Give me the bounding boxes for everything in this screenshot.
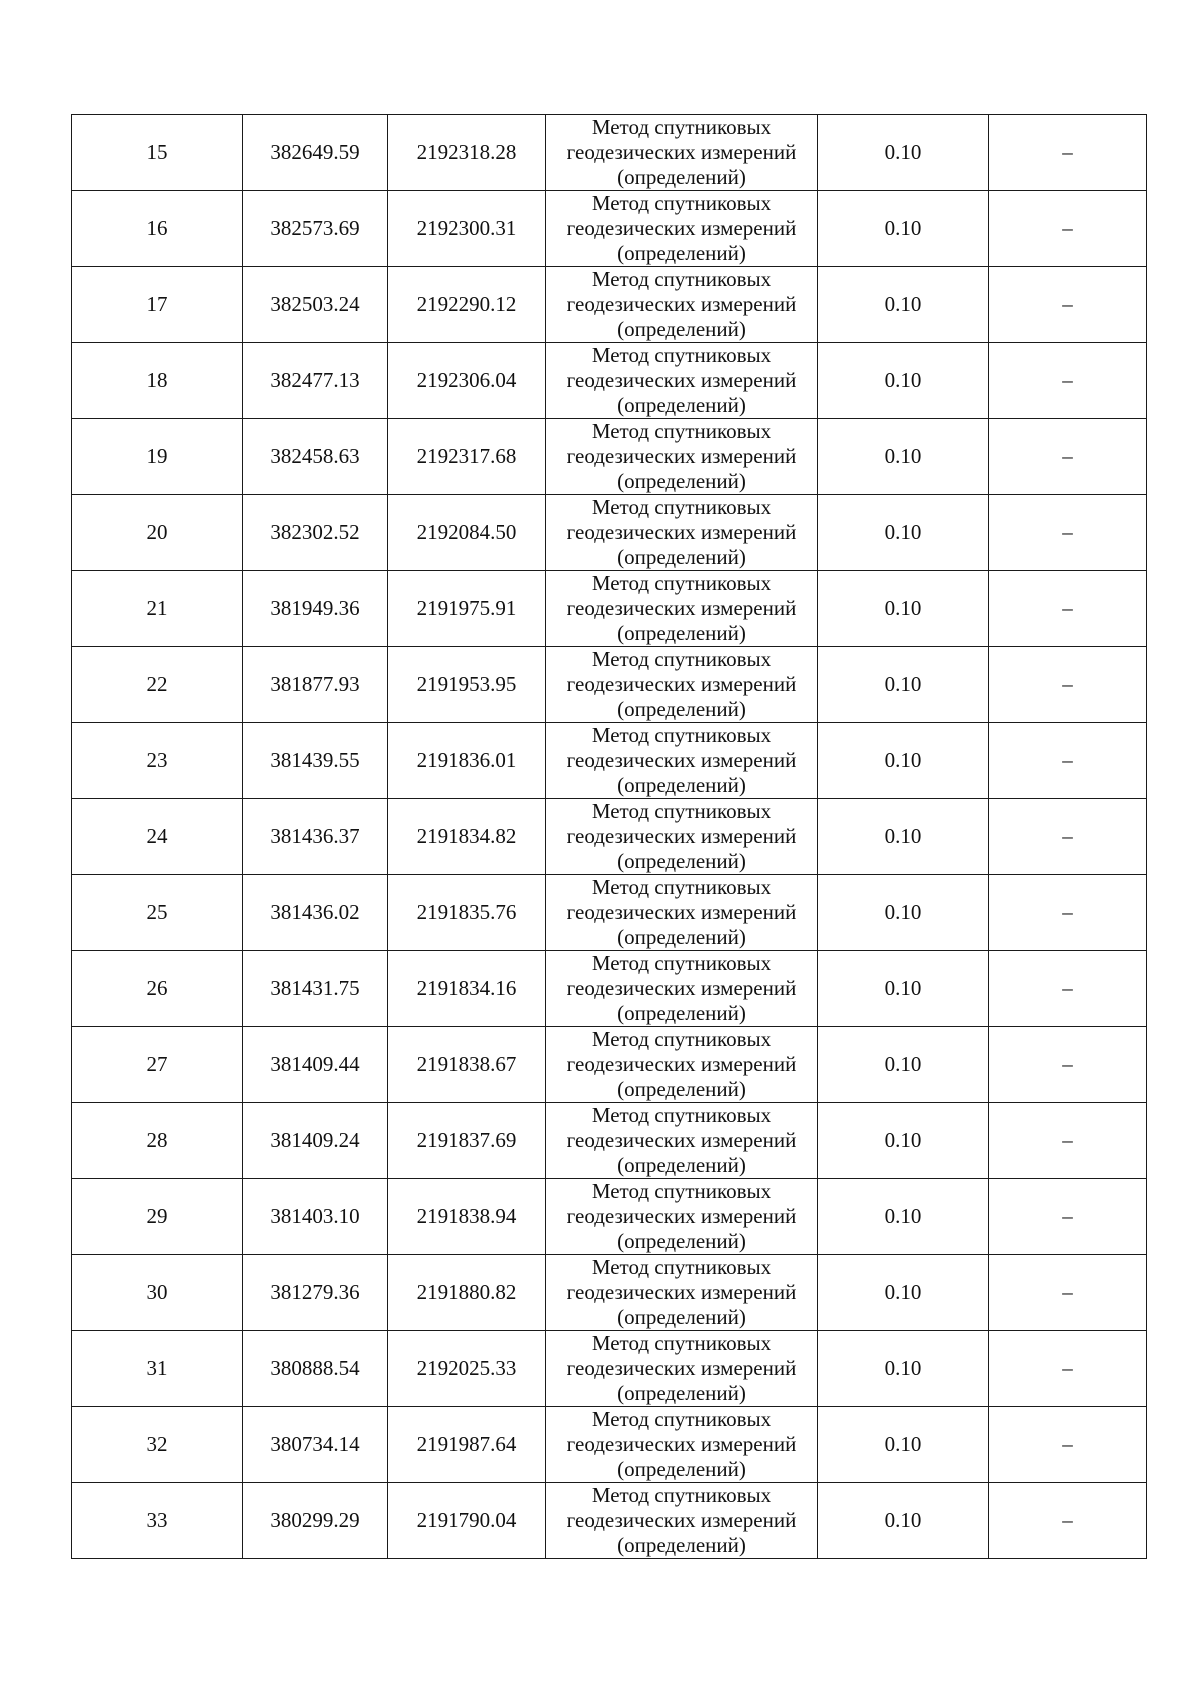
note-cell: – — [989, 115, 1147, 191]
note-cell: – — [989, 1407, 1147, 1483]
note-cell: – — [989, 1179, 1147, 1255]
method-cell — [546, 875, 818, 951]
table-row — [72, 1255, 1147, 1331]
y-coordinate-cell: 2192300.31 — [388, 191, 546, 267]
method-line: Метод спутниковых — [591, 267, 772, 291]
table-row — [72, 571, 1147, 647]
method-line: Метод спутниковых — [591, 1331, 772, 1355]
method-line: геодезических измерений — [566, 140, 797, 164]
method-line: геодезических измерений — [566, 824, 797, 848]
method-line: геодезических измерений — [566, 596, 797, 620]
method-line: (определений) — [617, 1077, 746, 1101]
method-line: (определений) — [617, 1153, 746, 1177]
x-coordinate-cell: 381409.24 — [243, 1103, 388, 1179]
note-cell: – — [989, 343, 1147, 419]
note-cell: – — [989, 1331, 1147, 1407]
method-line: Метод спутниковых — [591, 723, 772, 747]
method-line: Метод спутниковых — [591, 419, 772, 443]
point-number-cell: 25 — [72, 875, 243, 951]
accuracy-cell: 0.10 — [818, 419, 989, 495]
method-line: Метод спутниковых — [591, 115, 772, 139]
method-line: (определений) — [617, 1457, 746, 1481]
point-number-cell: 23 — [72, 723, 243, 799]
table-row — [72, 951, 1147, 1027]
accuracy-cell: 0.10 — [818, 1407, 989, 1483]
accuracy-cell: 0.10 — [818, 571, 989, 647]
coordinates-table-body — [72, 115, 1147, 1559]
y-coordinate-cell: 2191834.82 — [388, 799, 546, 875]
method-line: геодезических измерений — [566, 748, 797, 772]
table-row — [72, 647, 1147, 723]
y-coordinate-cell: 2191836.01 — [388, 723, 546, 799]
method-line: геодезических измерений — [566, 1280, 797, 1304]
x-coordinate-cell: 381877.93 — [243, 647, 388, 723]
x-coordinate-cell: 382477.13 — [243, 343, 388, 419]
note-cell: – — [989, 571, 1147, 647]
method-cell — [546, 1407, 818, 1483]
method-line: (определений) — [617, 849, 746, 873]
point-number-cell: 17 — [72, 267, 243, 343]
x-coordinate-cell: 381279.36 — [243, 1255, 388, 1331]
table-row — [72, 875, 1147, 951]
note-cell: – — [989, 267, 1147, 343]
x-coordinate-cell: 382458.63 — [243, 419, 388, 495]
x-coordinate-cell: 381436.37 — [243, 799, 388, 875]
y-coordinate-cell: 2191834.16 — [388, 951, 546, 1027]
table-row — [72, 419, 1147, 495]
method-cell — [546, 115, 818, 191]
method-line: (определений) — [617, 621, 746, 645]
method-cell — [546, 647, 818, 723]
x-coordinate-cell: 380299.29 — [243, 1483, 388, 1559]
note-cell: – — [989, 799, 1147, 875]
method-cell — [546, 191, 818, 267]
method-line: Метод спутниковых — [591, 1407, 772, 1431]
y-coordinate-cell: 2191975.91 — [388, 571, 546, 647]
method-line: Метод спутниковых — [591, 495, 772, 519]
point-number-cell: 22 — [72, 647, 243, 723]
note-cell: – — [989, 875, 1147, 951]
method-line: геодезических измерений — [566, 1432, 797, 1456]
point-number-cell: 16 — [72, 191, 243, 267]
point-number-cell: 31 — [72, 1331, 243, 1407]
method-line: Метод спутниковых — [591, 1255, 772, 1279]
table-row — [72, 191, 1147, 267]
method-line: геодезических измерений — [566, 292, 797, 316]
method-cell — [546, 1255, 818, 1331]
note-cell: – — [989, 647, 1147, 723]
method-line: геодезических измерений — [566, 1356, 797, 1380]
method-line: Метод спутниковых — [591, 343, 772, 367]
method-line: Метод спутниковых — [591, 1483, 772, 1507]
accuracy-cell: 0.10 — [818, 1331, 989, 1407]
y-coordinate-cell: 2192025.33 — [388, 1331, 546, 1407]
accuracy-cell: 0.10 — [818, 1483, 989, 1559]
method-line: геодезических измерений — [566, 976, 797, 1000]
method-line: (определений) — [617, 773, 746, 797]
method-line: (определений) — [617, 1533, 746, 1557]
x-coordinate-cell: 380888.54 — [243, 1331, 388, 1407]
table-row — [72, 799, 1147, 875]
table-row — [72, 495, 1147, 571]
table-row — [72, 343, 1147, 419]
y-coordinate-cell: 2191880.82 — [388, 1255, 546, 1331]
method-cell — [546, 1027, 818, 1103]
x-coordinate-cell: 380734.14 — [243, 1407, 388, 1483]
accuracy-cell: 0.10 — [818, 1103, 989, 1179]
point-number-cell: 20 — [72, 495, 243, 571]
method-line: (определений) — [617, 165, 746, 189]
point-number-cell: 27 — [72, 1027, 243, 1103]
method-line: (определений) — [617, 1229, 746, 1253]
point-number-cell: 33 — [72, 1483, 243, 1559]
method-cell — [546, 1331, 818, 1407]
method-line: (определений) — [617, 469, 746, 493]
y-coordinate-cell: 2191835.76 — [388, 875, 546, 951]
table-row — [72, 267, 1147, 343]
method-line: Метод спутниковых — [591, 1103, 772, 1127]
method-cell — [546, 951, 818, 1027]
method-line: Метод спутниковых — [591, 1179, 772, 1203]
table-row — [72, 1103, 1147, 1179]
note-cell: – — [989, 495, 1147, 571]
method-line: геодезических измерений — [566, 444, 797, 468]
method-line: Метод спутниковых — [591, 875, 772, 899]
method-line: геодезических измерений — [566, 1508, 797, 1532]
method-cell — [546, 571, 818, 647]
point-number-cell: 29 — [72, 1179, 243, 1255]
method-line: геодезических измерений — [566, 216, 797, 240]
note-cell: – — [989, 1027, 1147, 1103]
x-coordinate-cell: 381949.36 — [243, 571, 388, 647]
method-line: (определений) — [617, 697, 746, 721]
y-coordinate-cell: 2192306.04 — [388, 343, 546, 419]
point-number-cell: 24 — [72, 799, 243, 875]
method-line: Метод спутниковых — [591, 191, 772, 215]
y-coordinate-cell: 2191837.69 — [388, 1103, 546, 1179]
x-coordinate-cell: 381409.44 — [243, 1027, 388, 1103]
method-line: Метод спутниковых — [591, 799, 772, 823]
method-cell — [546, 343, 818, 419]
x-coordinate-cell: 381431.75 — [243, 951, 388, 1027]
method-cell — [546, 1179, 818, 1255]
accuracy-cell: 0.10 — [818, 191, 989, 267]
table-row — [72, 1407, 1147, 1483]
accuracy-cell: 0.10 — [818, 1179, 989, 1255]
table-row — [72, 1179, 1147, 1255]
table-row — [72, 1027, 1147, 1103]
table-row — [72, 1483, 1147, 1559]
x-coordinate-cell: 381439.55 — [243, 723, 388, 799]
y-coordinate-cell: 2192318.28 — [388, 115, 546, 191]
method-line: (определений) — [617, 317, 746, 341]
method-line: (определений) — [617, 393, 746, 417]
y-coordinate-cell: 2191987.64 — [388, 1407, 546, 1483]
method-line: геодезических измерений — [566, 900, 797, 924]
accuracy-cell: 0.10 — [818, 495, 989, 571]
y-coordinate-cell: 2192084.50 — [388, 495, 546, 571]
method-line: геодезических измерений — [566, 1128, 797, 1152]
method-cell — [546, 419, 818, 495]
point-number-cell: 26 — [72, 951, 243, 1027]
y-coordinate-cell: 2192317.68 — [388, 419, 546, 495]
method-cell — [546, 267, 818, 343]
note-cell: – — [989, 1255, 1147, 1331]
note-cell: – — [989, 723, 1147, 799]
accuracy-cell: 0.10 — [818, 799, 989, 875]
y-coordinate-cell: 2191838.94 — [388, 1179, 546, 1255]
point-number-cell: 19 — [72, 419, 243, 495]
x-coordinate-cell: 382302.52 — [243, 495, 388, 571]
method-line: геодезических измерений — [566, 672, 797, 696]
point-number-cell: 15 — [72, 115, 243, 191]
accuracy-cell: 0.10 — [818, 267, 989, 343]
method-line: Метод спутниковых — [591, 647, 772, 671]
method-cell — [546, 723, 818, 799]
method-line: Метод спутниковых — [591, 571, 772, 595]
table-row — [72, 115, 1147, 191]
method-line: геодезических измерений — [566, 1052, 797, 1076]
method-line: (определений) — [617, 925, 746, 949]
accuracy-cell: 0.10 — [818, 1255, 989, 1331]
y-coordinate-cell: 2191790.04 — [388, 1483, 546, 1559]
accuracy-cell: 0.10 — [818, 343, 989, 419]
method-cell — [546, 495, 818, 571]
method-line: геодезических измерений — [566, 1204, 797, 1228]
method-line: (определений) — [617, 1381, 746, 1405]
table-row — [72, 1331, 1147, 1407]
method-line: геодезических измерений — [566, 368, 797, 392]
table-row — [72, 723, 1147, 799]
coordinates-table — [71, 114, 1147, 1559]
x-coordinate-cell: 382503.24 — [243, 267, 388, 343]
point-number-cell: 28 — [72, 1103, 243, 1179]
method-line: геодезических измерений — [566, 520, 797, 544]
x-coordinate-cell: 381403.10 — [243, 1179, 388, 1255]
note-cell: – — [989, 951, 1147, 1027]
method-line: (определений) — [617, 1001, 746, 1025]
note-cell: – — [989, 1483, 1147, 1559]
accuracy-cell: 0.10 — [818, 951, 989, 1027]
accuracy-cell: 0.10 — [818, 115, 989, 191]
accuracy-cell: 0.10 — [818, 647, 989, 723]
accuracy-cell: 0.10 — [818, 875, 989, 951]
method-line: (определений) — [617, 1305, 746, 1329]
x-coordinate-cell: 382573.69 — [243, 191, 388, 267]
method-cell — [546, 1483, 818, 1559]
method-cell — [546, 799, 818, 875]
point-number-cell: 18 — [72, 343, 243, 419]
method-cell — [546, 1103, 818, 1179]
method-line: Метод спутниковых — [591, 1027, 772, 1051]
method-line: (определений) — [617, 545, 746, 569]
point-number-cell: 32 — [72, 1407, 243, 1483]
point-number-cell: 21 — [72, 571, 243, 647]
note-cell: – — [989, 191, 1147, 267]
x-coordinate-cell: 382649.59 — [243, 115, 388, 191]
note-cell: – — [989, 1103, 1147, 1179]
point-number-cell: 30 — [72, 1255, 243, 1331]
y-coordinate-cell: 2191838.67 — [388, 1027, 546, 1103]
y-coordinate-cell: 2191953.95 — [388, 647, 546, 723]
method-line: Метод спутниковых — [591, 951, 772, 975]
accuracy-cell: 0.10 — [818, 1027, 989, 1103]
accuracy-cell: 0.10 — [818, 723, 989, 799]
x-coordinate-cell: 381436.02 — [243, 875, 388, 951]
method-line: (определений) — [617, 241, 746, 265]
note-cell: – — [989, 419, 1147, 495]
y-coordinate-cell: 2192290.12 — [388, 267, 546, 343]
